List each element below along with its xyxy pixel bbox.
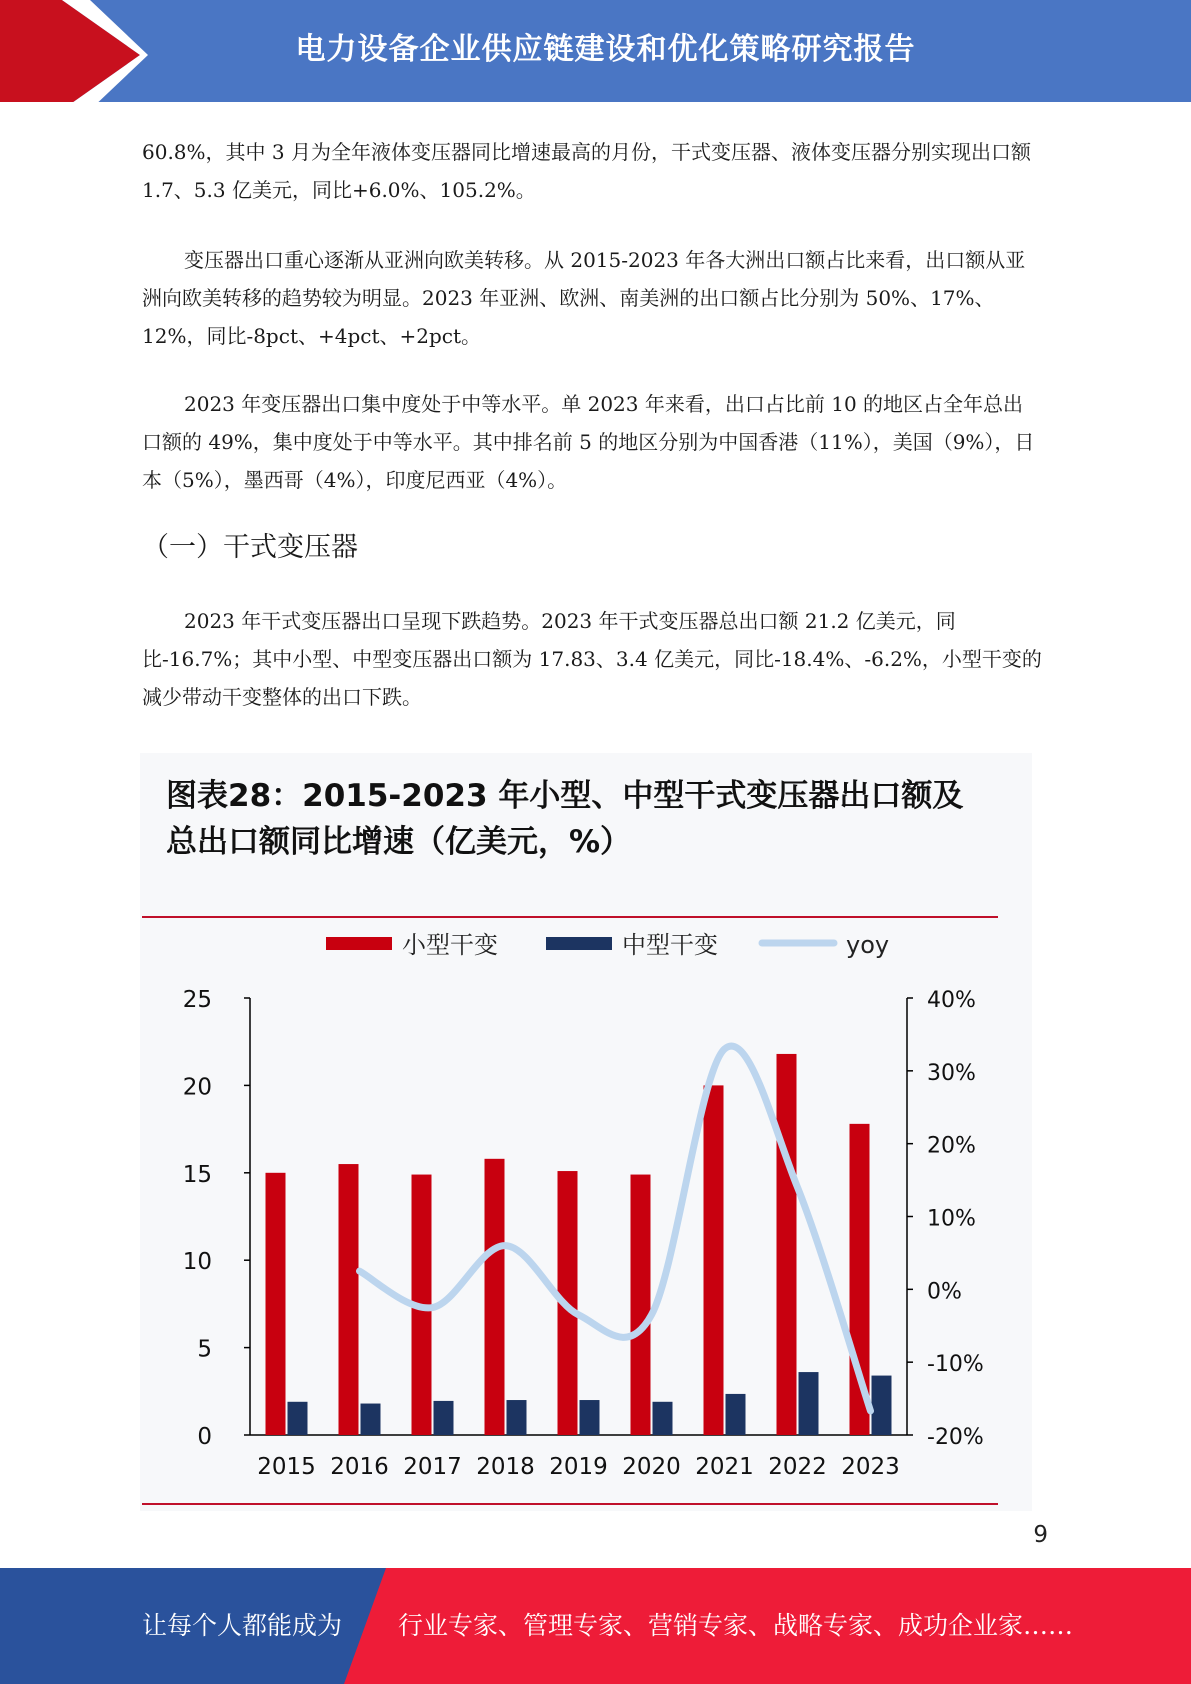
chart-figure (140, 753, 1032, 1511)
bar-mid-2019 (580, 1400, 600, 1435)
right-tick-label: 0% (927, 1279, 962, 1305)
legend-swatch-小型干变 (326, 937, 392, 950)
paragraph-3: 2023 年变压器出口集中度处于中等水平。单 2023 年来看，出口占比前 10 的地区占全年总出口额的 49%，集中度处于中等水平。其中排名前 5 的地区分别为中国香港（11%），美国（9%），日本（5%），墨西哥（4%），印度尼西亚（4%）。 (142, 392, 1035, 492)
chart-title: 图表28：2015-2023 年小型、中型干式变压器出口额及总出口额同比增速（亿美元，%） (166, 778, 964, 860)
right-tick-label: 40% (927, 988, 976, 1013)
x-tick-label: 2019 (549, 1454, 608, 1480)
x-tick-label: 2017 (403, 1454, 462, 1480)
chart-svg (140, 753, 1032, 1511)
bar-mid-2020 (653, 1402, 673, 1435)
bar-small-2020 (631, 1175, 651, 1435)
bar-mid-2021 (726, 1394, 746, 1435)
bar-small-2021 (704, 1085, 724, 1435)
x-tick-label: 2022 (768, 1454, 827, 1480)
footer-slogan-right: 行业专家、管理专家、营销专家、战略专家、成功企业家…… (398, 1611, 1074, 1640)
right-tick-label: -10% (927, 1352, 984, 1378)
paragraph-1: 60.8%，其中 3 月为全年液体变压器同比增速最高的月份，干式变压器、液体变压器分别实现出口额 1.7、5.3 亿美元，同比+6.0%、105.2%。 (142, 140, 1031, 202)
left-tick-label: 10 (182, 1249, 212, 1276)
x-tick-label: 2023 (841, 1454, 900, 1480)
x-tick-label: 2020 (622, 1454, 681, 1480)
x-tick-label: 2018 (476, 1454, 535, 1480)
legend-label-中型干变: 中型干变 (622, 931, 718, 959)
right-tick-label: 20% (927, 1133, 976, 1159)
bar-small-2016 (339, 1164, 359, 1435)
bar-small-2018 (485, 1159, 505, 1435)
bar-mid-2023 (872, 1376, 892, 1435)
bar-mid-2016 (361, 1404, 381, 1435)
bar-mid-2015 (288, 1402, 308, 1435)
legend-swatch-中型干变 (546, 937, 612, 950)
legend-label-yoy: yoy (846, 931, 890, 959)
x-tick-label: 2015 (257, 1454, 316, 1480)
x-tick-label: 2021 (695, 1454, 754, 1480)
footer-slogan-left: 让每个人都能成为 (142, 1611, 343, 1640)
left-tick-label: 20 (182, 1074, 212, 1101)
left-tick-label: 5 (197, 1336, 212, 1363)
bar-mid-2017 (434, 1401, 454, 1435)
paragraph-2: 变压器出口重心逐渐从亚洲向欧美转移。从 2015-2023 年各大洲出口额占比来看，出口额从亚洲向欧美转移的趋势较为明显。2023 年亚洲、欧洲、南美洲的出口额占比分别为 50%、17%、12%，同比-8pct、+4pct、+2pct。 (142, 248, 1026, 348)
bar-mid-2018 (507, 1400, 527, 1435)
x-tick-label: 2016 (330, 1454, 389, 1480)
legend-label-小型干变: 小型干变 (402, 931, 498, 959)
bar-small-2022 (777, 1054, 797, 1435)
section-heading: （一）干式变压器 (142, 532, 358, 563)
right-tick-label: 10% (927, 1206, 976, 1232)
report-title: 电力设备企业供应链建设和优化策略研究报告 (295, 32, 916, 67)
right-tick-label: 30% (927, 1060, 976, 1086)
header-banner (0, 0, 1191, 110)
page-number: 9 (1033, 1522, 1048, 1548)
left-tick-label: 25 (182, 987, 212, 1013)
paragraph-4: 2023 年干式变压器出口呈现下跌趋势。2023 年干式变压器总出口额 21.2 亿美元，同比-16.7%；其中小型、中型变压器出口额为 17.83、3.4 亿美元，同比-18.4%、-6.2%，小型干变的减少带动干变整体的出口下跌。 (142, 609, 1042, 709)
footer-banner (0, 1568, 1191, 1684)
right-tick-label: -20% (927, 1425, 984, 1450)
bar-small-2015 (266, 1173, 286, 1435)
bar-mid-2022 (799, 1372, 819, 1435)
left-tick-label: 0 (197, 1424, 212, 1450)
left-tick-label: 15 (182, 1161, 212, 1188)
